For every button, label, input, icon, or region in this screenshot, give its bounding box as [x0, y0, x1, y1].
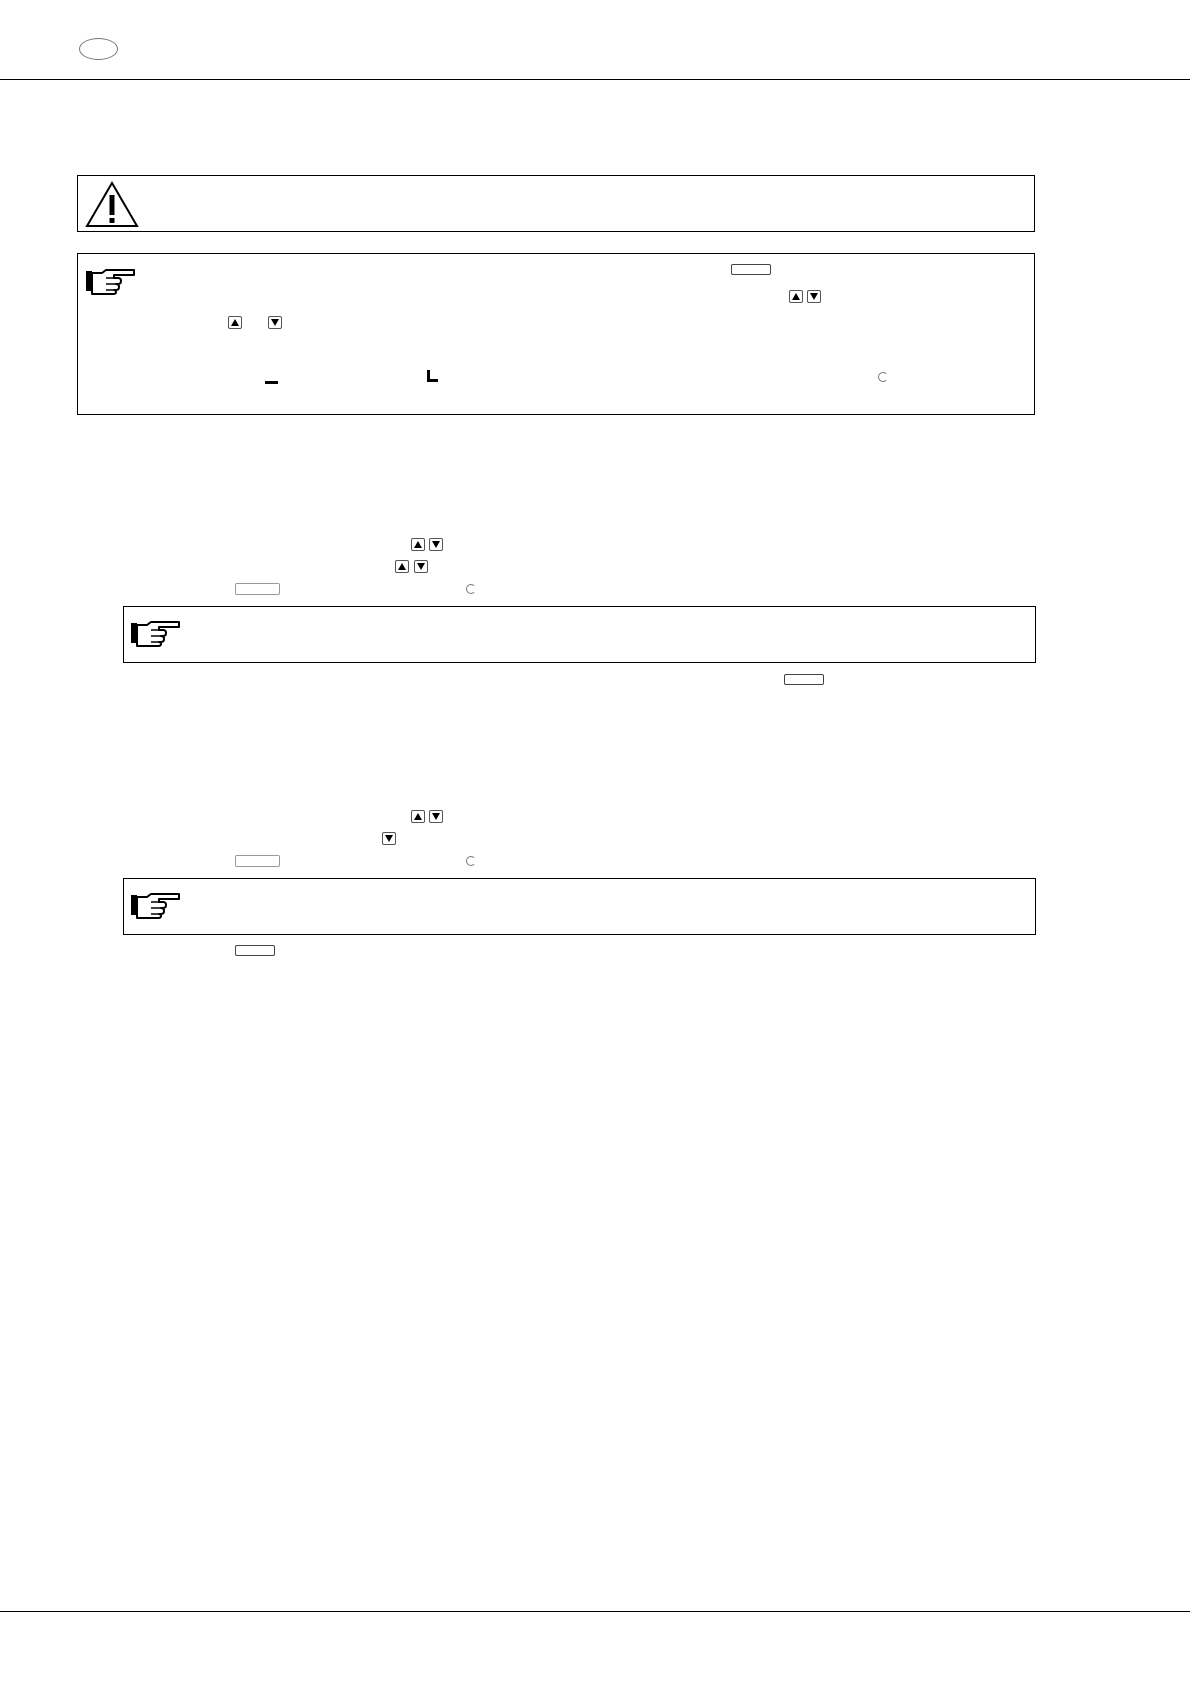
warning-box	[77, 175, 1035, 232]
arrow-up-key-icon	[228, 316, 242, 329]
pointing-hand-icon	[129, 891, 181, 919]
pointing-hand-icon	[129, 619, 181, 647]
note-box-1	[77, 253, 1035, 415]
note-box-3	[123, 878, 1036, 935]
footer-rule	[0, 1611, 1190, 1612]
arrow-down-key-icon	[268, 316, 282, 329]
note-box-2	[123, 606, 1036, 663]
arrow-up-key-icon	[789, 290, 803, 303]
refresh-icon	[878, 372, 888, 382]
segment-l-icon	[427, 370, 438, 382]
key-button-icon	[235, 583, 280, 595]
arrow-down-key-icon	[429, 810, 443, 823]
pointing-hand-icon	[84, 267, 136, 295]
arrow-down-key-icon	[429, 538, 443, 551]
arrow-up-key-icon	[411, 538, 425, 551]
key-button-icon	[784, 674, 824, 685]
header-rule	[0, 79, 1190, 80]
warning-triangle-icon	[85, 180, 139, 228]
key-button-icon	[235, 945, 275, 956]
arrow-down-key-icon	[414, 560, 428, 573]
key-button-icon	[235, 855, 280, 867]
refresh-icon	[466, 584, 476, 594]
key-button-icon	[731, 264, 771, 275]
refresh-icon	[466, 856, 476, 866]
arrow-down-key-icon	[382, 832, 396, 845]
arrow-up-key-icon	[395, 560, 409, 573]
arrow-down-key-icon	[807, 290, 821, 303]
arrow-up-key-icon	[411, 810, 425, 823]
segment-underscore-icon	[265, 381, 278, 384]
language-badge	[79, 38, 118, 60]
